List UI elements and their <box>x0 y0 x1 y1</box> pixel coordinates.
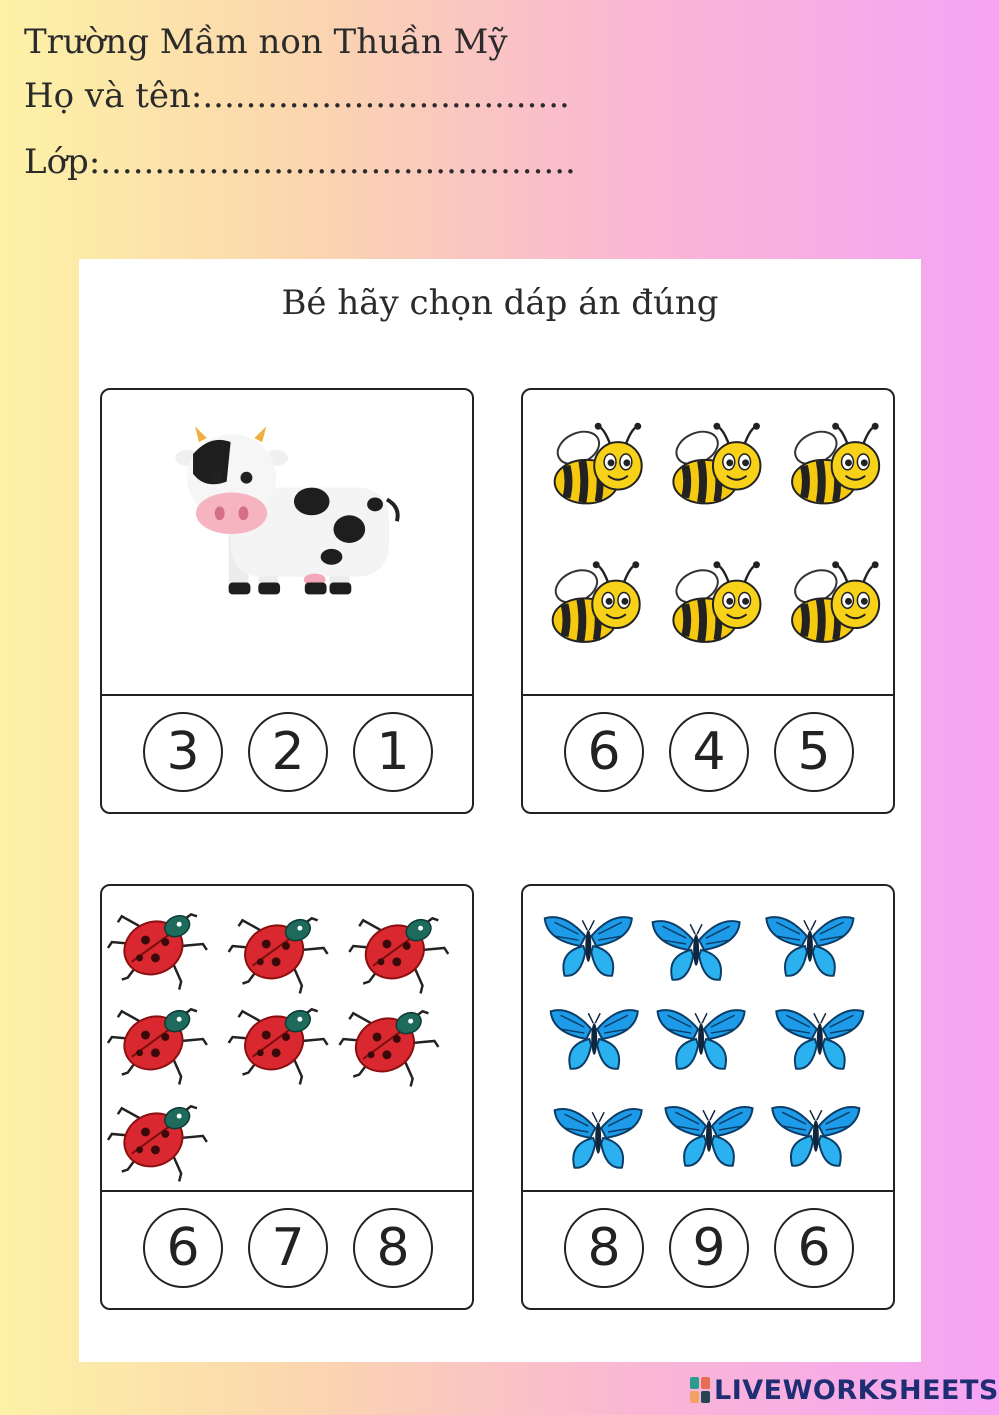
butterfly-icon <box>658 1010 745 1069</box>
question-card-ladybugs <box>100 884 474 1310</box>
answer-option[interactable]: 3 <box>143 712 223 792</box>
bee-icon <box>790 561 879 642</box>
answer-option[interactable]: 4 <box>669 712 749 792</box>
question-card-bees <box>521 388 895 814</box>
liveworksheets-logo-icon <box>690 1377 710 1403</box>
ladybugs-picture <box>102 886 472 1192</box>
answer-option[interactable]: 2 <box>248 712 328 792</box>
ladybug-icon <box>108 1007 207 1085</box>
ladybug-icon <box>108 912 207 990</box>
brand-label: LIVEWORKSHEETS <box>714 1374 999 1406</box>
butterflies-illustration <box>523 886 893 1190</box>
bee-icon <box>552 423 641 504</box>
answer-option[interactable]: 1 <box>353 712 433 792</box>
bee-icon <box>550 561 639 642</box>
butterfly-icon <box>665 1107 752 1166</box>
butterfly-icon <box>653 921 740 980</box>
butterfly-icon <box>555 1109 642 1168</box>
question-card-cow <box>100 388 474 814</box>
bees-picture <box>523 390 893 696</box>
bee-icon <box>671 561 760 642</box>
butterfly-icon <box>776 1010 863 1069</box>
answer-option[interactable]: 5 <box>774 712 854 792</box>
ladybugs-illustration <box>102 886 472 1190</box>
cow-illustration <box>102 390 472 694</box>
student-name-line: Họ và tên:.................................. <box>24 76 570 116</box>
bee-icon <box>671 423 760 504</box>
liveworksheets-brand[interactable] <box>690 1373 999 1407</box>
answer-option[interactable]: 8 <box>353 1208 433 1288</box>
answer-option[interactable]: 6 <box>774 1208 854 1288</box>
answer-option[interactable]: 6 <box>143 1208 223 1288</box>
butterfly-icon <box>551 1010 638 1069</box>
class-line: Lớp:............................................ <box>24 142 576 182</box>
answer-option[interactable]: 8 <box>564 1208 644 1288</box>
ladybug-icon <box>349 916 448 994</box>
answer-options <box>102 712 472 798</box>
answer-options <box>523 1208 893 1294</box>
answer-options <box>102 1208 472 1294</box>
butterfly-icon <box>766 917 853 976</box>
instruction-title: Bé hãy chọn dáp án đúng <box>281 283 719 323</box>
ladybug-icon <box>229 1007 328 1085</box>
ladybug-icon <box>339 1009 438 1087</box>
butterfly-icon <box>545 917 632 976</box>
answer-options <box>523 712 893 798</box>
cow-icon <box>175 426 397 594</box>
cow-picture <box>102 390 472 696</box>
ladybug-icon <box>229 916 328 994</box>
school-name: Trường Mầm non Thuần Mỹ <box>24 22 508 62</box>
butterflies-picture <box>523 886 893 1192</box>
question-card-butterflies <box>521 884 895 1310</box>
worksheet <box>79 259 921 1362</box>
ladybug-icon <box>108 1104 207 1182</box>
butterfly-icon <box>772 1107 859 1166</box>
answer-option[interactable]: 9 <box>669 1208 749 1288</box>
bee-icon <box>790 423 879 504</box>
answer-option[interactable]: 7 <box>248 1208 328 1288</box>
bees-illustration <box>523 390 893 694</box>
answer-option[interactable]: 6 <box>564 712 644 792</box>
